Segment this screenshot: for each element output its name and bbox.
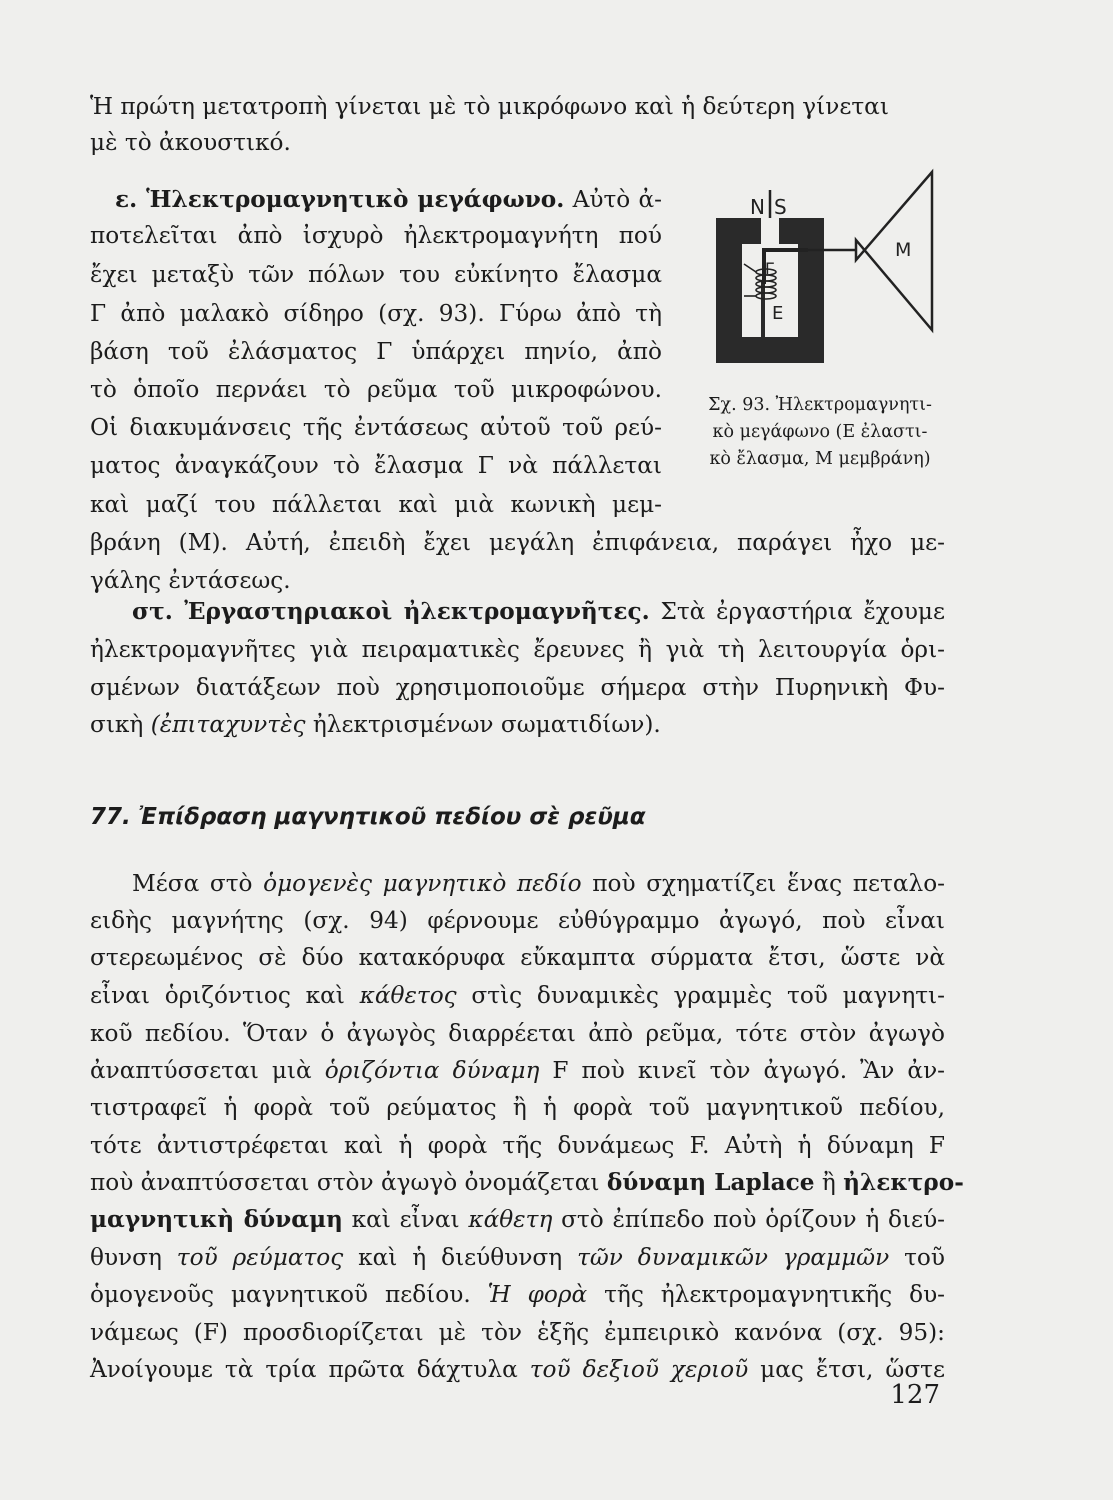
membrane-label: M <box>895 239 912 261</box>
body-line-11 <box>90 1238 945 1278</box>
caption-line-3: κὸ ἔλασμα, Μ μεμβράνη) <box>709 449 931 469</box>
speaker-line-4: Γ ἀπὸ μαλακὸ σίδηρο (σχ. 93). Γύρω ἀπὸ τὴ <box>90 300 662 327</box>
body-l6-italic: ὁριζόντια δύναμη <box>324 1057 540 1084</box>
speaker-line-10: βράνη (Μ). Αὐτή, ἐπειδὴ ἔχει μεγάλη ἐπιφάνεια, παράγει ἦχο με- <box>90 529 945 556</box>
body-l1-pre: Μέσα στὸ <box>132 870 264 897</box>
body-line-1 <box>132 864 945 904</box>
body-l11-italic-1: τοῦ ρεύματος <box>176 1244 344 1271</box>
body-l9-bold-2: ἠλεκτρο- <box>843 1169 964 1196</box>
body-line-8: τότε ἀντιστρέφεται καὶ ἡ φορὰ τῆς δυνάμεως F. Αὐτὴ ἡ δύναμη F <box>90 1132 945 1159</box>
body-l10-italic: κάθετη <box>468 1206 553 1233</box>
loudspeaker-figure <box>700 168 945 383</box>
lab-line-3: σμένων διατάξεων ποὺ χρησιμοποιοῦμε σήμερα στὴν Πυρηνικὴ Φυ- <box>90 674 945 701</box>
body-l1-italic: ὁμογενὲς μαγνητικὸ πεδίο <box>263 870 582 897</box>
lab-last-pre: σικὴ <box>90 711 151 738</box>
cone-membrane <box>856 172 932 330</box>
body-line-10 <box>90 1200 945 1240</box>
lab-first-tail: Στὰ ἐργαστήρια ἔχουμε <box>649 598 945 625</box>
elastic-label: E <box>772 303 784 324</box>
body-l9-pre: ποὺ ἀναπτύσσεται στὸν ἀγωγὸ ὀνομάζεται <box>90 1169 607 1196</box>
body-l1-post: ποὺ σχηματίζει ἕνας πεταλο- <box>581 870 945 897</box>
body-l6-post: F ποὺ κινεῖ τὸν ἀγωγό. Ἂν ἀν- <box>539 1057 946 1084</box>
body-l6-pre: ἀναπτύσσεται μιὰ <box>90 1057 325 1084</box>
body-line-13: νάμεως (F) προσδιορίζεται μὲ τὸν ἑξῆς ἐμπειρικὸ κανόνα (σχ. 95): <box>90 1319 945 1346</box>
body-l4-pre: εἶναι ὁριζόντιος καὶ <box>90 982 360 1009</box>
body-line-2: ειδὴς μαγνήτης (σχ. 94) φέρνουμε εὐθύγραμμο ἀγωγό, ποὺ εἶναι <box>90 907 945 934</box>
body-l14-italic: τοῦ δεξιοῦ χεριοῦ <box>529 1356 749 1383</box>
body-line-12 <box>90 1275 945 1315</box>
speaker-line-9: καὶ μαζί του πάλλεται καὶ μιὰ κωνικὴ μεμ- <box>90 491 662 518</box>
body-line-14 <box>90 1350 945 1390</box>
speaker-line-6: τὸ ὁποῖο περνάει τὸ ρεῦμα τοῦ μικροφώνου. <box>90 376 662 403</box>
body-line-4 <box>90 976 945 1016</box>
caption-line-2: κὸ μεγάφωνο (Ε ἐλαστι- <box>712 422 928 442</box>
speaker-line-8: ματος ἀναγκάζουν τὸ ἔλασμα Γ νὰ πάλλεται <box>90 452 662 479</box>
body-line-5: κοῦ πεδίου. Ὅταν ὁ ἀγωγὸς διαρρέεται ἀπὸ ρεῦμα, τότε στὸν ἀγωγὸ <box>90 1020 945 1047</box>
body-line-9 <box>90 1163 964 1203</box>
speaker-line-3: ἔχει μεταξὺ τῶν πόλων του εὐκίνητο ἔλασμα <box>90 261 662 288</box>
body-l11-post: τοῦ <box>889 1244 945 1271</box>
speaker-line-5: βάση τοῦ ἐλάσματος Γ ὑπάρχει πηνίο, ἀπὸ <box>90 338 662 365</box>
speaker-line-2: ποτελεῖται ἀπὸ ἰσχυρὸ ἠλεκτρομαγνήτη πού <box>90 222 662 249</box>
body-l10-bold: μαγνητικὴ δύναμη <box>90 1206 343 1233</box>
speaker-heading: ε. Ἡλεκτρομαγνητικὸ μεγάφωνο. <box>115 186 565 213</box>
body-l9-mid: ἢ <box>814 1169 844 1196</box>
south-pole-label: S <box>774 195 787 219</box>
speaker-line-11: γάλης ἐντάσεως. <box>90 567 291 594</box>
lab-first-line <box>132 592 945 632</box>
body-l4-post: στὶς δυναμικὲς γραμμὲς τοῦ μαγνητι- <box>456 982 945 1009</box>
electromagnet-body <box>716 218 824 363</box>
lab-line-4 <box>90 705 945 745</box>
speaker-first-tail: Αὐτὸ ἀ- <box>564 186 662 213</box>
body-l14-pre: Ἀνοίγουμε τὰ τρία πρῶτα δάχτυλα <box>90 1356 530 1383</box>
body-l12-post: τῆς ἠλεκτρομαγνητικῆς δυ- <box>587 1281 946 1308</box>
coil-icon <box>744 264 776 299</box>
caption-line-1: Σχ. 93. Ἠλεκτρομαγνητι- <box>708 395 932 415</box>
body-l4-italic: κάθετος <box>359 982 457 1009</box>
body-l11-italic-2: τῶν δυναμικῶν γραμμῶν <box>577 1244 890 1271</box>
intro-line-1: Ἡ πρώτη μετατροπὴ γίνεται μὲ τὸ μικρόφωνο καὶ ἡ δεύτερη γίνεται <box>90 93 889 120</box>
section-title: 77. Ἐπίδραση μαγνητικοῦ πεδίου σὲ ρεῦμα <box>90 804 646 830</box>
plate-label: Γ <box>765 259 774 278</box>
body-l12-italic: Ἡ φορὰ <box>487 1281 588 1308</box>
lab-last-italic: (ἐπιταχυντὲς <box>150 711 306 738</box>
body-line-7: τιστραφεῖ ἡ φορὰ τοῦ ρεύματος ἢ ἡ φορὰ τοῦ μαγνητικοῦ πεδίου, <box>90 1094 945 1121</box>
speaker-first-line <box>115 180 662 220</box>
page-number: 127 <box>890 1380 940 1410</box>
body-l10-post: στὸ ἐπίπεδο ποὺ ὁρίζουν ἡ διεύ- <box>552 1206 945 1233</box>
north-pole-label: N <box>750 195 765 219</box>
lab-line-2: ἠλεκτρομαγνῆτες γιὰ πειραματικὲς ἔρευνες ἢ γιὰ τὴ λειτουργία ὁρι- <box>90 636 945 663</box>
body-l11-pre: θυνση <box>90 1244 177 1271</box>
body-l14-post: μας ἔτσι, ὥστε <box>748 1356 945 1383</box>
body-l9-bold-1: δύναμη Laplace <box>606 1169 815 1196</box>
figure-caption <box>690 392 950 473</box>
lab-heading: στ. Ἐργαστηριακοὶ ἠλεκτρομαγνῆτες. <box>132 598 650 625</box>
body-l10-mid: καὶ εἶναι <box>342 1206 469 1233</box>
body-line-3: στερεωμένος σὲ δύο κατακόρυφα εὔκαμπτα σύρματα ἔτσι, ὥστε νὰ <box>90 944 945 971</box>
body-l11-mid: καὶ ἡ διεύθυνση <box>343 1244 578 1271</box>
speaker-line-7: Οἱ διακυμάνσεις τῆς ἐντάσεως αὐτοῦ τοῦ ρεύ- <box>90 414 662 441</box>
lab-last-post: ἠλεκτρισμένων σωματιδίων). <box>305 711 661 738</box>
intro-line-2: μὲ τὸ ἀκουστικό. <box>90 129 291 156</box>
body-line-6 <box>90 1051 945 1091</box>
body-l12-pre: ὁμογενοῦς μαγνητικοῦ πεδίου. <box>90 1281 488 1308</box>
